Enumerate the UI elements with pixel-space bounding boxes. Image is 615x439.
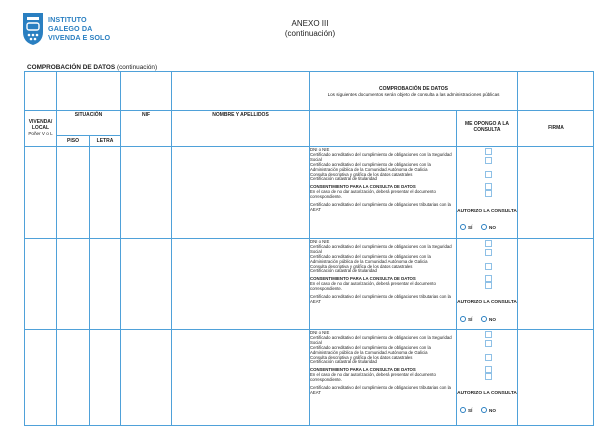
- annex-title: ANEXO III: [291, 19, 329, 28]
- doc-admin-galicia: Certificado acreditativo del cumplimiento de obligaciones con la Administración pública de la Comunidad Autónoma de Galicia: [310, 161, 431, 172]
- oppose-checkbox-seg-social[interactable]: [485, 157, 492, 164]
- radio-no-label: NO: [489, 407, 496, 413]
- doc-catastro-titularidad: Certificación catastral de titularidad: [310, 359, 377, 365]
- header-nif: NIF: [141, 112, 151, 118]
- annex-subtitle: (continuación): [284, 29, 336, 38]
- header-comprobacion-title: COMPROBACIÓN DE DATOS: [379, 86, 448, 92]
- col-line-1: [56, 71, 57, 426]
- authorize-yes-radio[interactable]: [460, 224, 472, 230]
- section-title-text: COMPROBACIÓN DE DATOS: [27, 64, 116, 71]
- oppose-checkbox-dni[interactable]: [485, 240, 492, 247]
- section-title: [27, 64, 157, 71]
- oppose-checkbox-admin-galicia[interactable]: [485, 171, 492, 178]
- col-line-3: [120, 71, 121, 426]
- org-name-line-1: INSTITUTO: [48, 15, 87, 24]
- radio-circle: [460, 407, 466, 413]
- radio-circle: [460, 316, 466, 322]
- doc-catastro-consulta: Consulta descriptiva y gráfica de los datos catastrales: [310, 171, 413, 177]
- header-situacion: SITUACIÓN: [74, 112, 103, 118]
- doc-aeat: Certificado acreditativo del cumplimiento de obligaciones tributarias con la AEAT: [310, 385, 451, 395]
- authorize-no-radio[interactable]: [481, 407, 496, 413]
- doc-seg-social: Certificado acreditativo del cumplimiento de obligaciones con la Seguridad Social: [310, 334, 452, 345]
- situacion-subheader-line: [56, 135, 120, 136]
- oppose-checkbox-catastro-titularidad[interactable]: [485, 373, 492, 380]
- oppose-checkbox-catastro-consulta[interactable]: [485, 275, 492, 282]
- radio-yes-label: SÍ: [468, 224, 473, 230]
- oppose-checkbox-catastro-titularidad[interactable]: [485, 190, 492, 197]
- header-letra: LETRA: [96, 138, 114, 144]
- oppose-checkbox-catastro-titularidad[interactable]: [485, 282, 492, 289]
- doc-catastro-consulta: Consulta descriptiva y gráfica de los datos catastrales: [310, 263, 413, 269]
- logo: [22, 12, 172, 52]
- authorize-label: AUTORIZO LA CONSULTA: [457, 300, 517, 305]
- doc-aeat: Certificado acreditativo del cumplimiento de obligaciones tributarias con la AEAT: [310, 202, 451, 212]
- consent-title: CONSENTIMIENTO PARA LA CONSULTA DE DATOS: [310, 276, 416, 282]
- doc-catastro-titularidad: Certificación catastral de titularidad: [310, 176, 377, 182]
- authorize-no-radio[interactable]: [481, 316, 496, 322]
- authorize-yes-radio[interactable]: [460, 316, 472, 322]
- oppose-checkbox-admin-galicia[interactable]: [485, 263, 492, 270]
- row-2-documents: [310, 240, 456, 305]
- radio-yes-label: SÍ: [468, 407, 473, 413]
- oppose-checkbox-catastro-consulta[interactable]: [485, 366, 492, 373]
- doc-admin-galicia: Certificado acreditativo del cumplimiento de obligaciones con la Administración pública de la Comunidad Autónoma de Galicia: [310, 344, 431, 355]
- header-nombre: NOMBRE Y APELLIDOS: [212, 112, 269, 118]
- oppose-checkbox-admin-galicia[interactable]: [485, 354, 492, 361]
- radio-circle: [481, 224, 487, 230]
- doc-dni: DNI o NIE: [310, 147, 330, 152]
- doc-dni: DNI o NIE: [310, 330, 330, 335]
- doc-admin-galicia: Certificado acreditativo del cumplimiento de obligaciones con la Administración pública de la Comunidad Autónoma de Galicia: [310, 253, 431, 264]
- col-line-4: [171, 71, 172, 426]
- authorize-label: AUTORIZO LA CONSULTA: [457, 209, 517, 214]
- oppose-checkbox-dni[interactable]: [485, 331, 492, 338]
- col-line-6: [456, 110, 457, 426]
- header-comprobacion: [312, 86, 515, 98]
- row-3-documents: [310, 331, 456, 396]
- header-vivienda-hint: Poñer V o L: [28, 131, 53, 136]
- section-subtitle: (continuación): [116, 64, 158, 71]
- doc-catastro-consulta: Consulta descriptiva y gráfica de los datos catastrales: [310, 354, 413, 360]
- authorize-yes-radio[interactable]: [460, 407, 472, 413]
- doc-seg-social: Certificado acreditativo del cumplimiento de obligaciones con la Seguridad Social: [310, 151, 452, 162]
- header-firma: FIRMA: [548, 125, 564, 131]
- consent-title: CONSENTIMIENTO PARA LA CONSULTA DE DATOS: [310, 367, 416, 373]
- header-vivienda: [25, 119, 56, 137]
- doc-catastro-titularidad: Certificación catastral de titularidad: [310, 268, 377, 274]
- doc-seg-social: Certificado acreditativo del cumplimiento de obligaciones con la Seguridad Social: [310, 243, 452, 254]
- radio-yes-label: SÍ: [468, 316, 473, 322]
- radio-no-label: NO: [489, 316, 496, 322]
- authorize-label: AUTORIZO LA CONSULTA: [457, 391, 517, 396]
- oppose-checkbox-dni[interactable]: [485, 148, 492, 155]
- radio-circle: [460, 224, 466, 230]
- consent-title: CONSENTIMIENTO PARA LA CONSULTA DE DATOS: [310, 184, 416, 190]
- radio-circle: [481, 407, 487, 413]
- consent-text: En el caso de no dar autorización, deberá presentar el documento correspondiente.: [310, 189, 436, 200]
- org-name-line-2: GALEGO DA: [48, 24, 93, 33]
- header-piso: PISO: [67, 138, 79, 144]
- authorize-no-radio[interactable]: [481, 224, 496, 230]
- header-comprobacion-note: Los siguientes documentos serán objeto de consulta a las administraciones públicas: [327, 92, 500, 97]
- doc-dni: DNI o NIE: [310, 239, 330, 244]
- radio-circle: [481, 316, 487, 322]
- header-opongo: ME OPONGO A LA CONSULTA: [464, 121, 510, 133]
- radio-no-label: NO: [489, 224, 496, 230]
- page-title: [250, 19, 370, 39]
- col-line-2: [89, 135, 90, 426]
- oppose-checkbox-seg-social[interactable]: [485, 249, 492, 256]
- row-1-documents: [310, 148, 456, 213]
- doc-aeat: Certificado acreditativo del cumplimiento de obligaciones tributarias con la AEAT: [310, 294, 451, 304]
- galicia-shield-icon: [22, 12, 44, 46]
- oppose-checkbox-catastro-consulta[interactable]: [485, 183, 492, 190]
- consent-text: En el caso de no dar autorización, deberá presentar el documento correspondiente.: [310, 281, 436, 292]
- oppose-checkbox-seg-social[interactable]: [485, 340, 492, 347]
- org-name-line-3: VIVENDA E SOLO: [48, 33, 111, 42]
- header-vivienda-label: VIVENDA/ LOCAL: [28, 119, 53, 131]
- consent-text: En el caso de no dar autorización, deberá presentar el documento correspondiente.: [310, 372, 436, 383]
